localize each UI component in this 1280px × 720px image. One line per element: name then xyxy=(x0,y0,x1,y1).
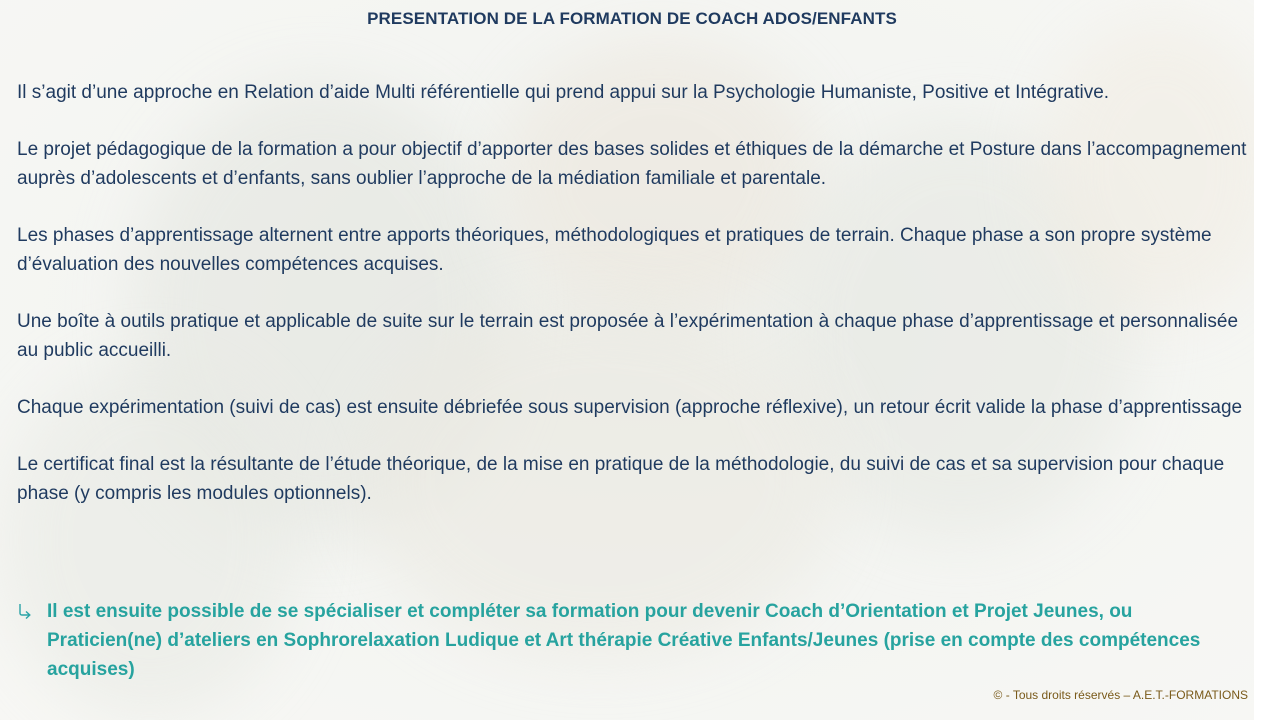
paragraph-toolbox: Une boîte à outils pratique et applicable de suite sur le terrain est proposée à l’expérimentation à chaque phase d’apprentissage et personnalisée au public accueilli. xyxy=(17,311,1239,361)
paragraph-project: Le projet pédagogique de la formation a pour objectif d’apporter des bases solides et éthiques de la démarche et Posture dans l’accompagnement auprès d’adolescents et d’enfants, sans oublier l’approche de la médiation familiale et parentale. xyxy=(17,139,1247,189)
paragraph-experimentation: Chaque expérimentation (suivi de cas) est ensuite débriefée sous supervision (approche réflexive), un retour écrit valide la phase d’apprentissage xyxy=(17,397,1243,418)
slide-title: PRESENTATION DE LA FORMATION DE COACH ADOS/ENFANTS xyxy=(367,9,897,28)
specialization-note xyxy=(17,597,1249,684)
slide-body xyxy=(17,78,1249,536)
specialization-text: Il est ensuite possible de se spécialiser et compléter sa formation pour devenir Coach d’Orientation et Projet Jeunes, ou Praticien(ne) d’ateliers en Sophrorelaxation Ludique et Art thérapie Créative Enfants/Jeunes (prise en compte des compétences acquises) xyxy=(47,601,1201,680)
paragraph-certificate: Le certificat final est la résultante de l’étude théorique, de la mise en pratique de la méthodologie, du suivi de cas et sa supervision pour chaque phase (y compris les modules optionnels). xyxy=(17,454,1225,504)
paragraph-approach: Il s’agit d’une approche en Relation d’aide Multi référentielle qui prend appui sur la Psychologie Humaniste, Positive et Intégrative. xyxy=(17,82,1110,103)
copyright-footer: © - Tous droits réservés – A.E.T.-FORMATIONS xyxy=(993,688,1248,702)
paragraph-phases: Les phases d’apprentissage alternent entre apports théoriques, méthodologiques et pratiques de terrain. Chaque phase a son propre système d’évaluation des nouvelles compétences acquises. xyxy=(17,225,1212,275)
curved-arrow-icon xyxy=(17,597,47,619)
